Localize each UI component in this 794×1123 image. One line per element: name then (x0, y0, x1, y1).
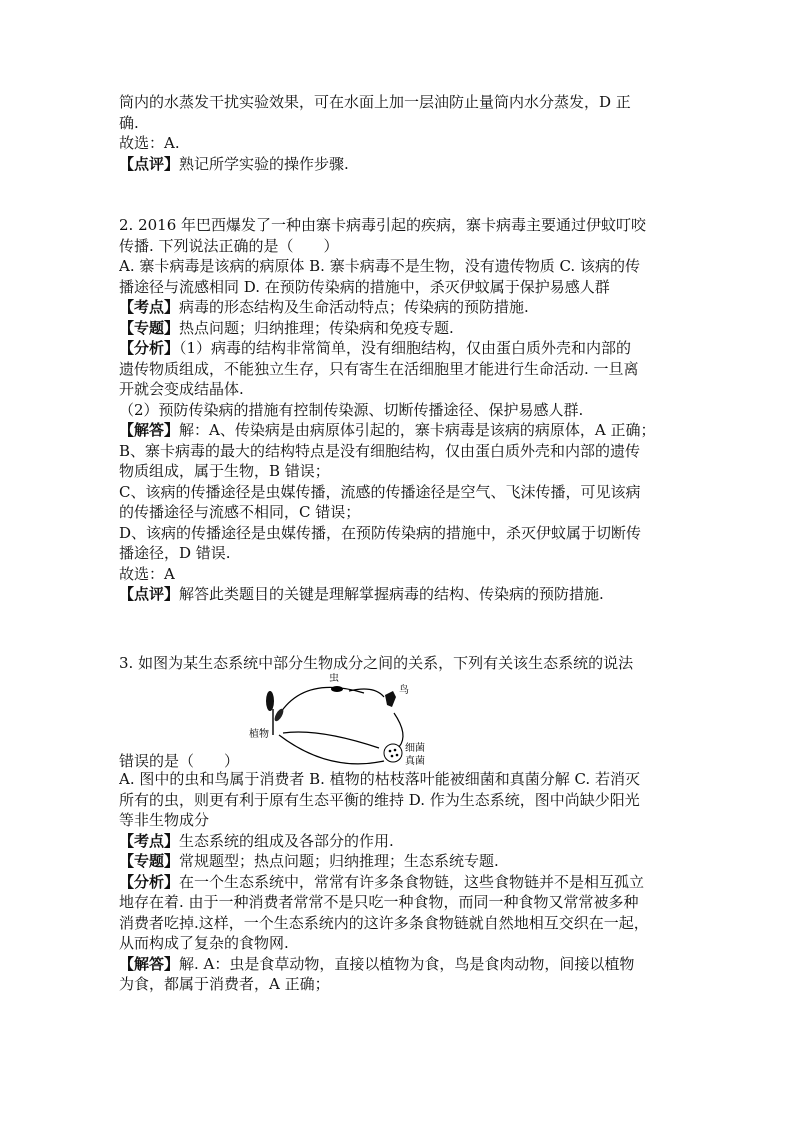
text-line: 开就会变成结晶体. (119, 380, 244, 398)
kaodian-line (119, 297, 679, 318)
zhuanti-text: 热点问题；归纳推理；传染病和免疫专题. (179, 318, 454, 337)
text-line: 确. (119, 113, 139, 132)
jieda-text: 解. A：虫是食草动物，直接以植物为食，鸟是食肉动物，间接以植物 (179, 954, 635, 973)
text-line: C、该病的传播途径是虫媒传播，流感的传播途径是空气、飞沫传播，可见该病 (119, 482, 641, 501)
fenxi-line (119, 338, 679, 359)
jieda-text: 解：A、传染病是由病原体引起的，寨卡病毒是该病的病原体，A 正确； (179, 421, 656, 439)
jieda-line (119, 954, 679, 975)
comment-tag: 【点评】 (119, 585, 180, 603)
fenxi-tag: 【分析】 (119, 872, 180, 891)
arrow-decomposer-to-plant (279, 735, 384, 764)
text-line: 物质组成，属于生物，B 错误； (119, 462, 330, 480)
fenxi-tag: 【分析】 (119, 339, 180, 357)
kaodian-tag: 【考点】 (119, 831, 180, 850)
decomposer-circle (384, 744, 402, 762)
comment-tag: 【点评】 (119, 154, 180, 173)
zhuanti-line (119, 318, 679, 339)
label-insect: 虫 (329, 673, 339, 684)
jieda-line (119, 420, 679, 441)
insect-icon (331, 686, 343, 692)
fenxi-text: 在一个生态系统中，常常有许多条食物链，这些食物链并不是相互孤立 (179, 872, 645, 891)
kaodian-line (119, 831, 679, 852)
comment-line (119, 154, 679, 175)
kaodian-tag: 【考点】 (119, 298, 180, 316)
zhuanti-tag: 【专题】 (119, 852, 180, 870)
option-line: 播途径与流感相同 D. 在预防传染病的措施中，杀灭伊蚊属于保护易感人群 (119, 277, 610, 296)
arrow-plant-to-decomposer (283, 732, 379, 748)
option-line: 等非生物成分 (119, 811, 210, 829)
label-bacteria: 细菌 (405, 743, 425, 754)
text-line: 遗传物质组成，不能独立生存，只有寄生在活细胞里才能进行生命活动. 一旦离 (119, 359, 639, 378)
document-page (119, 92, 679, 995)
arrow-insect-to-bird (349, 689, 384, 697)
label-fungi: 真菌 (405, 756, 425, 767)
option-line: A. 寨卡病毒是该病的病原体 B. 寨卡病毒不是生物，没有遗传物质 C. 该病的传 (119, 257, 640, 275)
zhuanti-tag: 【专题】 (119, 318, 180, 337)
jieda-tag: 【解答】 (119, 421, 180, 439)
text-line: （2）预防传染病的措施有控制传染源、切断传播途径、保护易感人群. (119, 400, 584, 419)
kaodian-text: 病毒的形态结构及生命活动特点；传染病的预防措施. (179, 298, 529, 316)
text-line: 地存在着. 由于一种消费者常常不是只吃一种食物，而同一种食物又常常被多种 (119, 893, 639, 911)
plant-leaf (266, 691, 274, 711)
text-line: 消费者吃掉.这样，一个生态系统内的这许多条食物链就自然地相互交织在一起， (119, 913, 649, 932)
answer-line: 故选：A. (119, 134, 180, 152)
zhuanti-line (119, 851, 679, 872)
arrow-bird-to-decomposer (394, 713, 403, 747)
question-stem: 2. 2016 年巴西爆发了一种由寨卡病毒引起的疾病，寨卡病毒主要通过伊蚊叮咬 (119, 216, 647, 234)
spacer (119, 605, 679, 653)
jieda-tag: 【解答】 (119, 954, 180, 973)
bird-icon (385, 691, 396, 707)
text-line: 从而构成了复杂的食物网. (119, 934, 289, 952)
text-line: 播途径，D 错误. (119, 544, 231, 562)
spacer (119, 174, 679, 215)
fenxi-line (119, 872, 679, 893)
question-stem-end: 错误的是（ ） (119, 752, 240, 770)
text-line: 的传播途径与流感不相同，C 错误； (119, 503, 361, 521)
comment-line (119, 584, 679, 605)
text-line: 为食，都属于消费者，A 正确； (119, 975, 330, 993)
arrow-plant-to-insect (279, 687, 364, 715)
comment-text: 熟记所学实验的操作步骤. (179, 154, 349, 173)
comment-text: 解答此类题目的关键是理解掌握病毒的结构、传染病的预防措施. (179, 585, 604, 603)
label-plant: 植物 (249, 729, 269, 740)
question-stem: 传播. 下列说法正确的是（ ） (119, 236, 339, 255)
kaodian-text: 生态系统的组成及各部分的作用. (179, 831, 394, 850)
text-line: 筒内的水蒸发干扰实验效果，可在水面上加一层油防止量筒内水分蒸发，D 正 (119, 93, 631, 111)
zhuanti-text: 常规题型；热点问题；归纳推理；生态系统专题. (179, 852, 499, 870)
question-stem: 3. 如图为某生态系统中部分生物成分之间的关系，下列有关该生态系统的说法 (119, 653, 634, 672)
figure-row (119, 673, 679, 769)
option-line: 所有的虫，则更有利于原有生态平衡的维持 D. 作为生态系统，图中尚缺少阳光 (119, 790, 640, 809)
option-line: A. 图中的虫和鸟属于消费者 B. 植物的枯枝落叶能被细菌和真菌分解 C. 若消灭 (119, 770, 640, 788)
label-bird: 鸟 (399, 685, 409, 696)
text-line: B、寨卡病毒的最大的结构特点是没有细胞结构，仅由蛋白质外壳和内部的遗传 (119, 441, 641, 460)
answer-line: 故选：A (119, 564, 175, 583)
text-line: D、该病的传播途径是虫媒传播，在预防传染病的措施中，杀灭伊蚊属于切断传 (119, 523, 642, 542)
ecosystem-diagram (249, 673, 429, 769)
fenxi-text: （1）病毒的结构非常简单，没有细胞结构，仅由蛋白质外壳和内部的 (179, 339, 632, 357)
